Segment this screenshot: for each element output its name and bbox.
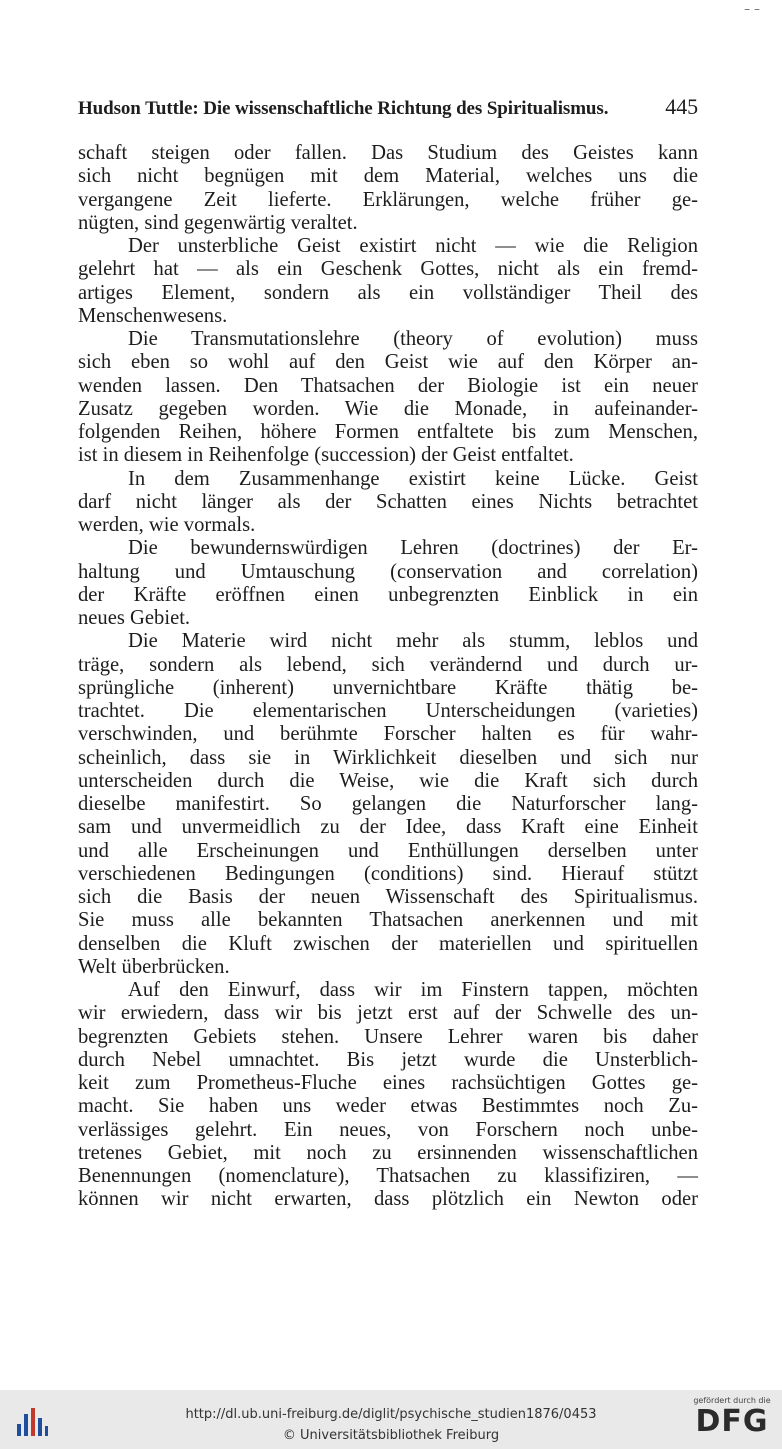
text-line: haltung und Umtauschung (conservation and correlation) — [78, 560, 698, 583]
text-line: sich eben so wohl auf den Geist wie auf den Körper an- — [78, 351, 698, 374]
text-line: Der unsterbliche Geist existirt nicht — wie die Religion — [128, 235, 698, 257]
text-line: Zusatz gegeben worden. Wie die Monade, in aufeinander- — [78, 397, 698, 420]
text-line: Die Materie wird nicht mehr als stumm, leblos und — [128, 630, 698, 653]
text-line: folgenden Reihen, höhere Formen entfaltete bis zum Menschen, — [78, 421, 698, 443]
text-line: durch Nebel umnachtet. Bis jetzt wurde die Unsterblich- — [78, 1048, 698, 1071]
text-line: Die bewundernswürdigen Lehren (doctrines) der Er- — [128, 537, 698, 560]
text-line: Benennungen (nomenclature), Thatsachen zu klassifiziren, — — [78, 1165, 698, 1187]
running-head — [78, 94, 698, 120]
text-line: In dem Zusammenhange existirt keine Lücke. Geist — [128, 467, 698, 490]
body-text — [78, 142, 698, 1212]
text-line: verschwinden, und berühmte Forscher halten es für wahr- — [78, 723, 698, 746]
dfg-logo[interactable] — [692, 1396, 772, 1444]
text-line: sprüngliche (inherent) unvernichtbare Kräfte thätig be- — [78, 676, 698, 699]
text-line: können wir nicht erwarten, dass plötzlich ein Newton oder — [78, 1188, 698, 1211]
text-line: dieselbe manifestirt. So gelangen die Naturforscher lang- — [78, 793, 698, 815]
menu-icon[interactable]: – – — [744, 2, 760, 16]
text-line: artiges Element, sondern als ein vollständiger Theil des — [78, 281, 698, 304]
text-line: begrenzten Gebiets stehen. Unsere Lehrer waren bis daher — [78, 1025, 698, 1048]
text-line: scheinlich, dass sie in Wirklichkeit dieselben und sich nur — [78, 746, 698, 769]
text-line: Welt überbrücken. — [78, 955, 230, 978]
text-line: vergangene Zeit lieferte. Erklärungen, welche früher ge- — [78, 188, 698, 211]
text-line: Auf den Einwurf, dass wir im Finstern tappen, möchten — [128, 979, 698, 1001]
text-line: der Kräfte eröffnen einen unbegrenzten Einblick in ein — [78, 583, 698, 606]
text-line: wenden lassen. Den Thatsachen der Biologie ist ein neuer — [78, 374, 698, 397]
text-line: wir erwiedern, dass wir bis jetzt erst auf der Schwelle des un- — [78, 1002, 698, 1025]
text-line: denselben die Kluft zwischen der materiellen und spirituellen — [78, 932, 698, 955]
text-line: tretenes Gebiet, mit noch zu ersinnenden wissenschaftlichen — [78, 1141, 698, 1164]
text-line: sam und unvermeidlich zu der Idee, dass Kraft eine Einheit — [78, 816, 698, 839]
copyright-text: © Universitätsbibliothek Freiburg — [282, 1428, 500, 1443]
page-number: 445 — [665, 94, 698, 119]
text-line: und alle Erscheinungen und Enthüllungen derselben unter — [78, 839, 698, 862]
text-line: werden, wie vormals. — [78, 514, 256, 536]
text-line: träge, sondern als lebend, sich verändernd und durch ur- — [78, 653, 698, 676]
text-line: verlässiges gelehrt. Ein neues, von Forschern noch unbe- — [78, 1118, 698, 1141]
text-line: Die Transmutationslehre (theory of evolution) muss — [128, 328, 698, 350]
dfg-funded-label: gefördert durch die — [693, 1396, 771, 1405]
text-line: verschiedenen Bedingungen (conditions) sind. Hierauf stützt — [78, 862, 698, 885]
text-line: ist in diesem in Reihenfolge (succession) der Geist entfaltet. — [78, 444, 574, 467]
text-line: Menschenwesens. — [78, 304, 228, 327]
text-line: trachtet. Die elementarischen Unterscheidungen (varieties) — [78, 700, 698, 722]
text-line: schaft steigen oder fallen. Das Studium des Geistes kann — [78, 142, 698, 164]
text-line: sich nicht begnügen mit dem Material, welches uns die — [78, 165, 698, 188]
text-line: sich die Basis der neuen Wissenschaft des Spiritualismus. — [78, 886, 698, 908]
footer-bar — [0, 1390, 782, 1449]
scanned-page — [78, 94, 698, 1212]
text-line: macht. Sie haben uns weder etwas Bestimmtes noch Zu- — [78, 1095, 698, 1118]
source-url-link[interactable]: http://dl.ub.uni-freiburg.de/diglit/psychische_studien1876/0453 — [185, 1407, 597, 1422]
text-line: darf nicht länger als der Schatten eines Nichts betrachtet — [78, 490, 698, 513]
text-line: neues Gebiet. — [78, 607, 191, 629]
dfg-wordmark: DFG — [695, 1404, 769, 1439]
text-line: Sie muss alle bekannten Thatsachen anerkennen und mit — [78, 909, 698, 932]
text-line: nügten, sind gegenwärtig veraltet. — [78, 211, 358, 234]
text-line: gelehrt hat — als ein Geschenk Gottes, nicht als ein fremd- — [78, 258, 698, 281]
text-line: unterscheiden durch die Weise, wie die Kraft sich durch — [78, 769, 698, 792]
running-title: Hudson Tuttle: Die wissenschaftliche Richtung des Spiritualismus. — [78, 98, 609, 119]
text-line: keit zum Prometheus-Fluche eines rachsüchtigen Gottes ge- — [78, 1072, 698, 1094]
